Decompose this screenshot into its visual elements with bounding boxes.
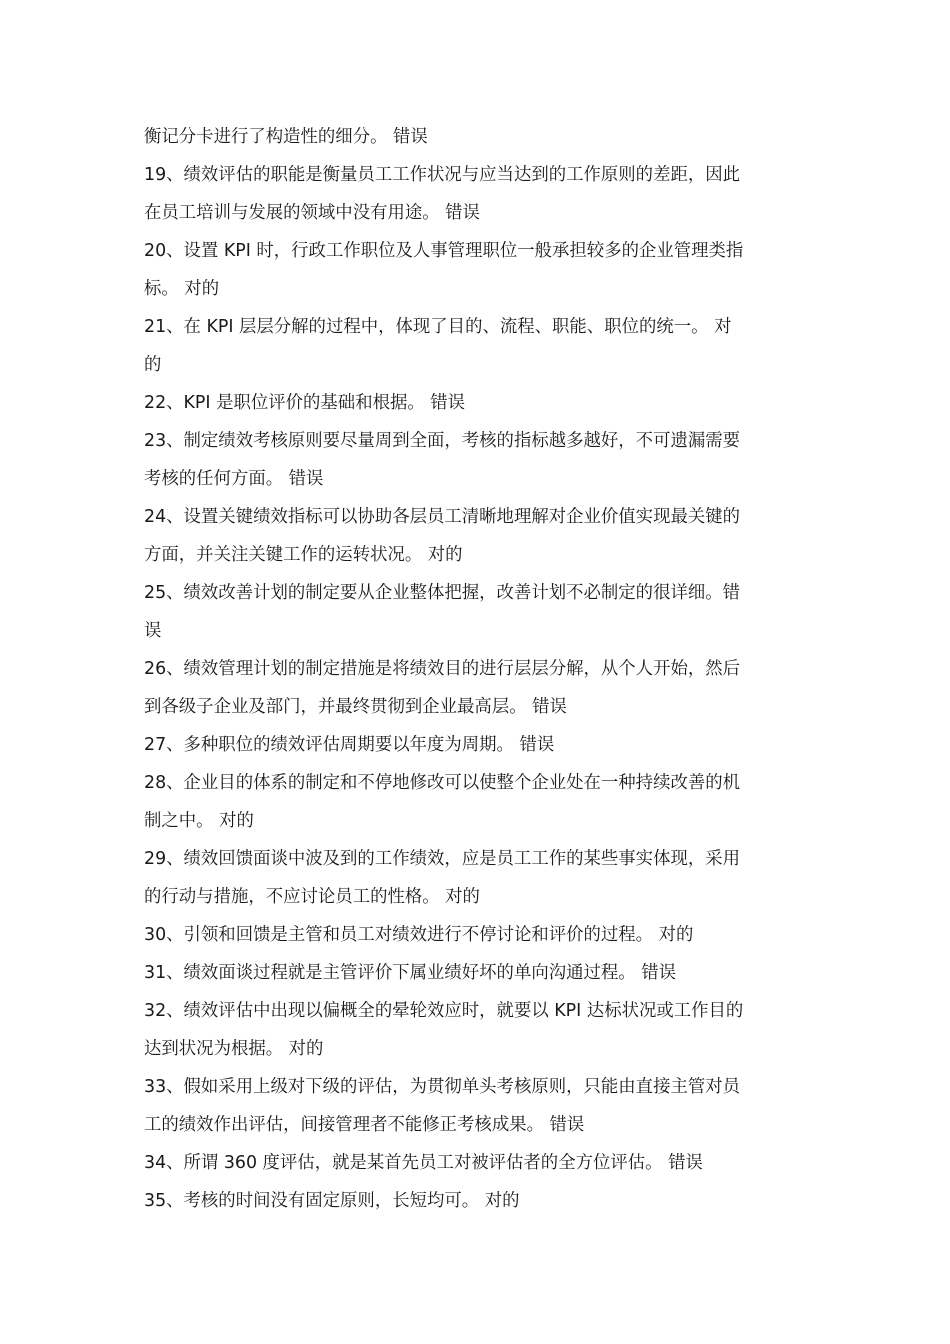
question-text-line: 31、绩效面谈过程就是主管评价下属业绩好坏的单向沟通过程。 错误 <box>144 963 676 983</box>
question-text-line: 的 <box>144 355 162 375</box>
question-text-line: 29、绩效回馈面谈中波及到的工作绩效，应是员工工作的某些事实体现，采用 <box>144 849 741 869</box>
question-item <box>144 1068 808 1144</box>
question-text-line: 误 <box>144 621 162 641</box>
question-text-line: 33、假如采用上级对下级的评估，为贯彻单头考核原则，只能由直接主管对员 <box>144 1077 741 1097</box>
question-text-line: 34、所谓 360 度评估，就是某首先员工对被评估者的全方位评估。 错误 <box>144 1153 703 1173</box>
question-text-line: 32、绩效评估中出现以偏概全的晕轮效应时，就要以 KPI 达标状况或工作目的 <box>144 1001 744 1021</box>
question-text-line: 26、绩效管理计划的制定措施是将绩效目的进行层层分解，从个人开始，然后 <box>144 659 741 679</box>
question-text-line: 标。 对的 <box>144 279 220 299</box>
question-item <box>144 1182 808 1220</box>
question-item <box>144 384 808 422</box>
question-text-line: 24、设置关键绩效指标可以协助各层员工清晰地理解对企业价值实现最关键的 <box>144 507 741 527</box>
question-text-line: 22、KPI 是职位评价的基础和根据。 错误 <box>144 393 466 413</box>
question-text-line: 25、绩效改善计划的制定要从企业整体把握，改善计划不必制定的很详细。错 <box>144 583 741 603</box>
question-text-line: 考核的任何方面。 错误 <box>144 469 324 489</box>
question-text-line: 工的绩效作出评估，间接管理者不能修正考核成果。 错误 <box>144 1115 585 1135</box>
question-item <box>144 764 808 840</box>
question-text-line: 35、考核的时间没有固定原则，长短均可。 对的 <box>144 1191 520 1211</box>
question-item <box>144 992 808 1068</box>
question-item <box>144 726 808 764</box>
question-item <box>144 916 808 954</box>
question-item <box>144 954 808 992</box>
question-text-line: 21、在 KPI 层层分解的过程中，体现了目的、流程、职能、职位的统一。 对 <box>144 317 732 337</box>
question-item <box>144 840 808 916</box>
question-text-line: 衡记分卡进行了构造性的细分。 错误 <box>144 127 428 147</box>
question-item <box>144 156 808 232</box>
question-text-line: 19、绩效评估的职能是衡量员工工作状况与应当达到的工作原则的差距，因此 <box>144 165 741 185</box>
question-text-line: 30、引领和回馈是主管和员工对绩效进行不停讨论和评价的过程。 对的 <box>144 925 694 945</box>
question-item <box>144 498 808 574</box>
document-page <box>144 118 808 1220</box>
question-item <box>144 1144 808 1182</box>
question-text-line: 方面，并关注关键工作的运转状况。 对的 <box>144 545 463 565</box>
question-item <box>144 308 808 384</box>
question-text-line: 到各级子企业及部门，并最终贯彻到企业最高层。 错误 <box>144 697 567 717</box>
question-text-line: 27、多种职位的绩效评估周期要以年度为周期。 错误 <box>144 735 555 755</box>
question-text-line: 28、企业目的体系的制定和不停地修改可以使整个企业处在一种持续改善的机 <box>144 773 741 793</box>
question-item <box>144 422 808 498</box>
question-text-line: 的行动与措施，不应讨论员工的性格。 对的 <box>144 887 480 907</box>
question-text-line: 制之中。 对的 <box>144 811 254 831</box>
question-item <box>144 232 808 308</box>
question-item <box>144 650 808 726</box>
question-text-line: 达到状况为根据。 对的 <box>144 1039 324 1059</box>
question-item <box>144 574 808 650</box>
question-text-line: 23、制定绩效考核原则要尽量周到全面，考核的指标越多越好，不可遗漏需要 <box>144 431 741 451</box>
question-text-line: 在员工培训与发展的领域中没有用途。 错误 <box>144 203 480 223</box>
question-text-line: 20、设置 KPI 时，行政工作职位及人事管理职位一般承担较多的企业管理类指 <box>144 241 744 261</box>
question-item <box>144 118 808 156</box>
